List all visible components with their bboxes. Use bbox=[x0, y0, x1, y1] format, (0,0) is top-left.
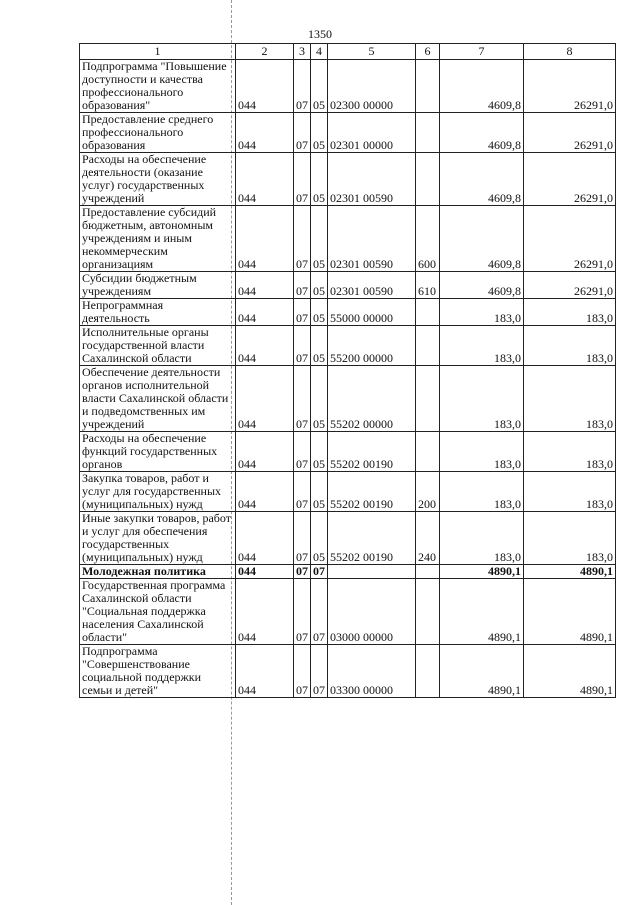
amount-cell-2: 26291,0 bbox=[524, 272, 616, 299]
section-code-cell: 07 bbox=[294, 206, 311, 272]
target-article-cell: 02301 00590 bbox=[328, 153, 416, 206]
table-row bbox=[80, 272, 616, 299]
column-header: 3 bbox=[294, 44, 311, 60]
target-article-cell: 55202 00190 bbox=[328, 472, 416, 512]
subsection-code-cell: 07 bbox=[311, 645, 328, 698]
expense-type-cell bbox=[416, 326, 440, 366]
expense-type-cell bbox=[416, 299, 440, 326]
column-header: 4 bbox=[311, 44, 328, 60]
expense-type-cell bbox=[416, 565, 440, 579]
table-row bbox=[80, 472, 616, 512]
amount-cell-2: 4890,1 bbox=[524, 579, 616, 645]
table-row bbox=[80, 432, 616, 472]
expense-type-cell bbox=[416, 366, 440, 432]
section-code-cell: 07 bbox=[294, 512, 311, 565]
amount-cell-2: 183,0 bbox=[524, 512, 616, 565]
subsection-code-cell: 05 bbox=[311, 299, 328, 326]
amount-cell-2: 26291,0 bbox=[524, 153, 616, 206]
table-row bbox=[80, 579, 616, 645]
amount-cell-1: 4890,1 bbox=[440, 565, 524, 579]
section-code-cell: 07 bbox=[294, 579, 311, 645]
header-row bbox=[80, 44, 616, 60]
subsection-code-cell: 05 bbox=[311, 206, 328, 272]
budget-table bbox=[79, 43, 616, 698]
table-row bbox=[80, 299, 616, 326]
amount-cell-1: 183,0 bbox=[440, 366, 524, 432]
row-name-cell: Расходы на обеспечение деятельности (оказание услуг) государственных учреждений bbox=[80, 153, 236, 206]
column-header: 1 bbox=[80, 44, 236, 60]
row-name-cell: Исполнительные органы государственной власти Сахалинской области bbox=[80, 326, 236, 366]
ministry-code-cell: 044 bbox=[236, 299, 294, 326]
expense-type-cell bbox=[416, 113, 440, 153]
section-code-cell: 07 bbox=[294, 565, 311, 579]
page-number: 1350 bbox=[308, 27, 332, 41]
ministry-code-cell: 044 bbox=[236, 272, 294, 299]
ministry-code-cell: 044 bbox=[236, 153, 294, 206]
subsection-code-cell: 07 bbox=[311, 579, 328, 645]
target-article-cell: 02301 00000 bbox=[328, 113, 416, 153]
subsection-code-cell: 05 bbox=[311, 366, 328, 432]
section-code-cell: 07 bbox=[294, 60, 311, 113]
amount-cell-2: 4890,1 bbox=[524, 565, 616, 579]
expense-type-cell bbox=[416, 432, 440, 472]
row-name-cell: Подпрограмма "Совершенствование социальной поддержки семьи и детей" bbox=[80, 645, 236, 698]
section-code-cell: 07 bbox=[294, 366, 311, 432]
row-name-cell: Непрограммная деятельность bbox=[80, 299, 236, 326]
table-row bbox=[80, 512, 616, 565]
ministry-code-cell: 044 bbox=[236, 432, 294, 472]
subsection-code-cell: 05 bbox=[311, 113, 328, 153]
ministry-code-cell: 044 bbox=[236, 512, 294, 565]
table-row bbox=[80, 60, 616, 113]
subsection-code-cell: 05 bbox=[311, 272, 328, 299]
ministry-code-cell: 044 bbox=[236, 326, 294, 366]
expense-type-cell bbox=[416, 645, 440, 698]
row-name-cell: Иные закупки товаров, работ и услуг для обеспечения государственных (муниципальных) нужд bbox=[80, 512, 236, 565]
row-name-cell: Предоставление субсидий бюджетным, автономным учреждениям и иным некоммерческим организациям bbox=[80, 206, 236, 272]
expense-type-cell: 240 bbox=[416, 512, 440, 565]
ministry-code-cell: 044 bbox=[236, 645, 294, 698]
target-article-cell: 02300 00000 bbox=[328, 60, 416, 113]
amount-cell-2: 26291,0 bbox=[524, 60, 616, 113]
amount-cell-2: 183,0 bbox=[524, 366, 616, 432]
ministry-code-cell: 044 bbox=[236, 113, 294, 153]
target-article-cell: 02301 00590 bbox=[328, 206, 416, 272]
ministry-code-cell: 044 bbox=[236, 565, 294, 579]
amount-cell-1: 4609,8 bbox=[440, 206, 524, 272]
target-article-cell: 03000 00000 bbox=[328, 579, 416, 645]
target-article-cell: 55202 00190 bbox=[328, 432, 416, 472]
ministry-code-cell: 044 bbox=[236, 60, 294, 113]
subsection-code-cell: 05 bbox=[311, 326, 328, 366]
row-name-cell: Предоставление среднего профессионального образования bbox=[80, 113, 236, 153]
section-code-cell: 07 bbox=[294, 153, 311, 206]
expense-type-cell bbox=[416, 153, 440, 206]
subsection-code-cell: 05 bbox=[311, 153, 328, 206]
target-article-cell: 55202 00000 bbox=[328, 366, 416, 432]
amount-cell-2: 26291,0 bbox=[524, 113, 616, 153]
subsection-code-cell: 05 bbox=[311, 512, 328, 565]
table-row bbox=[80, 326, 616, 366]
amount-cell-1: 183,0 bbox=[440, 512, 524, 565]
amount-cell-1: 183,0 bbox=[440, 299, 524, 326]
ministry-code-cell: 044 bbox=[236, 472, 294, 512]
target-article-cell bbox=[328, 565, 416, 579]
column-header: 2 bbox=[236, 44, 294, 60]
expense-type-cell bbox=[416, 60, 440, 113]
amount-cell-1: 183,0 bbox=[440, 326, 524, 366]
expense-type-cell: 600 bbox=[416, 206, 440, 272]
section-code-cell: 07 bbox=[294, 272, 311, 299]
amount-cell-1: 183,0 bbox=[440, 472, 524, 512]
ministry-code-cell: 044 bbox=[236, 206, 294, 272]
section-code-cell: 07 bbox=[294, 472, 311, 512]
row-name-cell: Молодежная политика bbox=[80, 565, 236, 579]
target-article-cell: 55000 00000 bbox=[328, 299, 416, 326]
subsection-code-cell: 05 bbox=[311, 432, 328, 472]
amount-cell-2: 183,0 bbox=[524, 326, 616, 366]
section-code-cell: 07 bbox=[294, 326, 311, 366]
row-name-cell: Расходы на обеспечение функций государственных органов bbox=[80, 432, 236, 472]
table-row bbox=[80, 565, 616, 579]
table-row bbox=[80, 206, 616, 272]
row-name-cell: Подпрограмма "Повышение доступности и качества профессионального образования" bbox=[80, 60, 236, 113]
subsection-code-cell: 05 bbox=[311, 60, 328, 113]
amount-cell-1: 4890,1 bbox=[440, 579, 524, 645]
amount-cell-1: 4609,8 bbox=[440, 153, 524, 206]
section-code-cell: 07 bbox=[294, 299, 311, 326]
section-code-cell: 07 bbox=[294, 432, 311, 472]
row-name-cell: Государственная программа Сахалинской области "Социальная поддержка населения Сахалинской области" bbox=[80, 579, 236, 645]
amount-cell-2: 183,0 bbox=[524, 299, 616, 326]
ministry-code-cell: 044 bbox=[236, 366, 294, 432]
column-header: 8 bbox=[524, 44, 616, 60]
expense-type-cell bbox=[416, 579, 440, 645]
column-header: 5 bbox=[328, 44, 416, 60]
amount-cell-1: 183,0 bbox=[440, 432, 524, 472]
column-header: 6 bbox=[416, 44, 440, 60]
amount-cell-2: 4890,1 bbox=[524, 645, 616, 698]
expense-type-cell: 200 bbox=[416, 472, 440, 512]
target-article-cell: 02301 00590 bbox=[328, 272, 416, 299]
row-name-cell: Закупка товаров, работ и услуг для государственных (муниципальных) нужд bbox=[80, 472, 236, 512]
table-row bbox=[80, 113, 616, 153]
amount-cell-2: 183,0 bbox=[524, 432, 616, 472]
target-article-cell: 55200 00000 bbox=[328, 326, 416, 366]
target-article-cell: 55202 00190 bbox=[328, 512, 416, 565]
amount-cell-2: 26291,0 bbox=[524, 206, 616, 272]
subsection-code-cell: 07 bbox=[311, 565, 328, 579]
target-article-cell: 03300 00000 bbox=[328, 645, 416, 698]
amount-cell-1: 4609,8 bbox=[440, 113, 524, 153]
expense-type-cell: 610 bbox=[416, 272, 440, 299]
table-row bbox=[80, 153, 616, 206]
amount-cell-1: 4609,8 bbox=[440, 60, 524, 113]
amount-cell-1: 4890,1 bbox=[440, 645, 524, 698]
section-code-cell: 07 bbox=[294, 645, 311, 698]
section-code-cell: 07 bbox=[294, 113, 311, 153]
table-row bbox=[80, 645, 616, 698]
row-name-cell: Обеспечение деятельности органов исполнительной власти Сахалинской области и подведомственных им учреждений bbox=[80, 366, 236, 432]
column-header: 7 bbox=[440, 44, 524, 60]
amount-cell-1: 4609,8 bbox=[440, 272, 524, 299]
row-name-cell: Субсидии бюджетным учреждениям bbox=[80, 272, 236, 299]
ministry-code-cell: 044 bbox=[236, 579, 294, 645]
amount-cell-2: 183,0 bbox=[524, 472, 616, 512]
table-row bbox=[80, 366, 616, 432]
subsection-code-cell: 05 bbox=[311, 472, 328, 512]
